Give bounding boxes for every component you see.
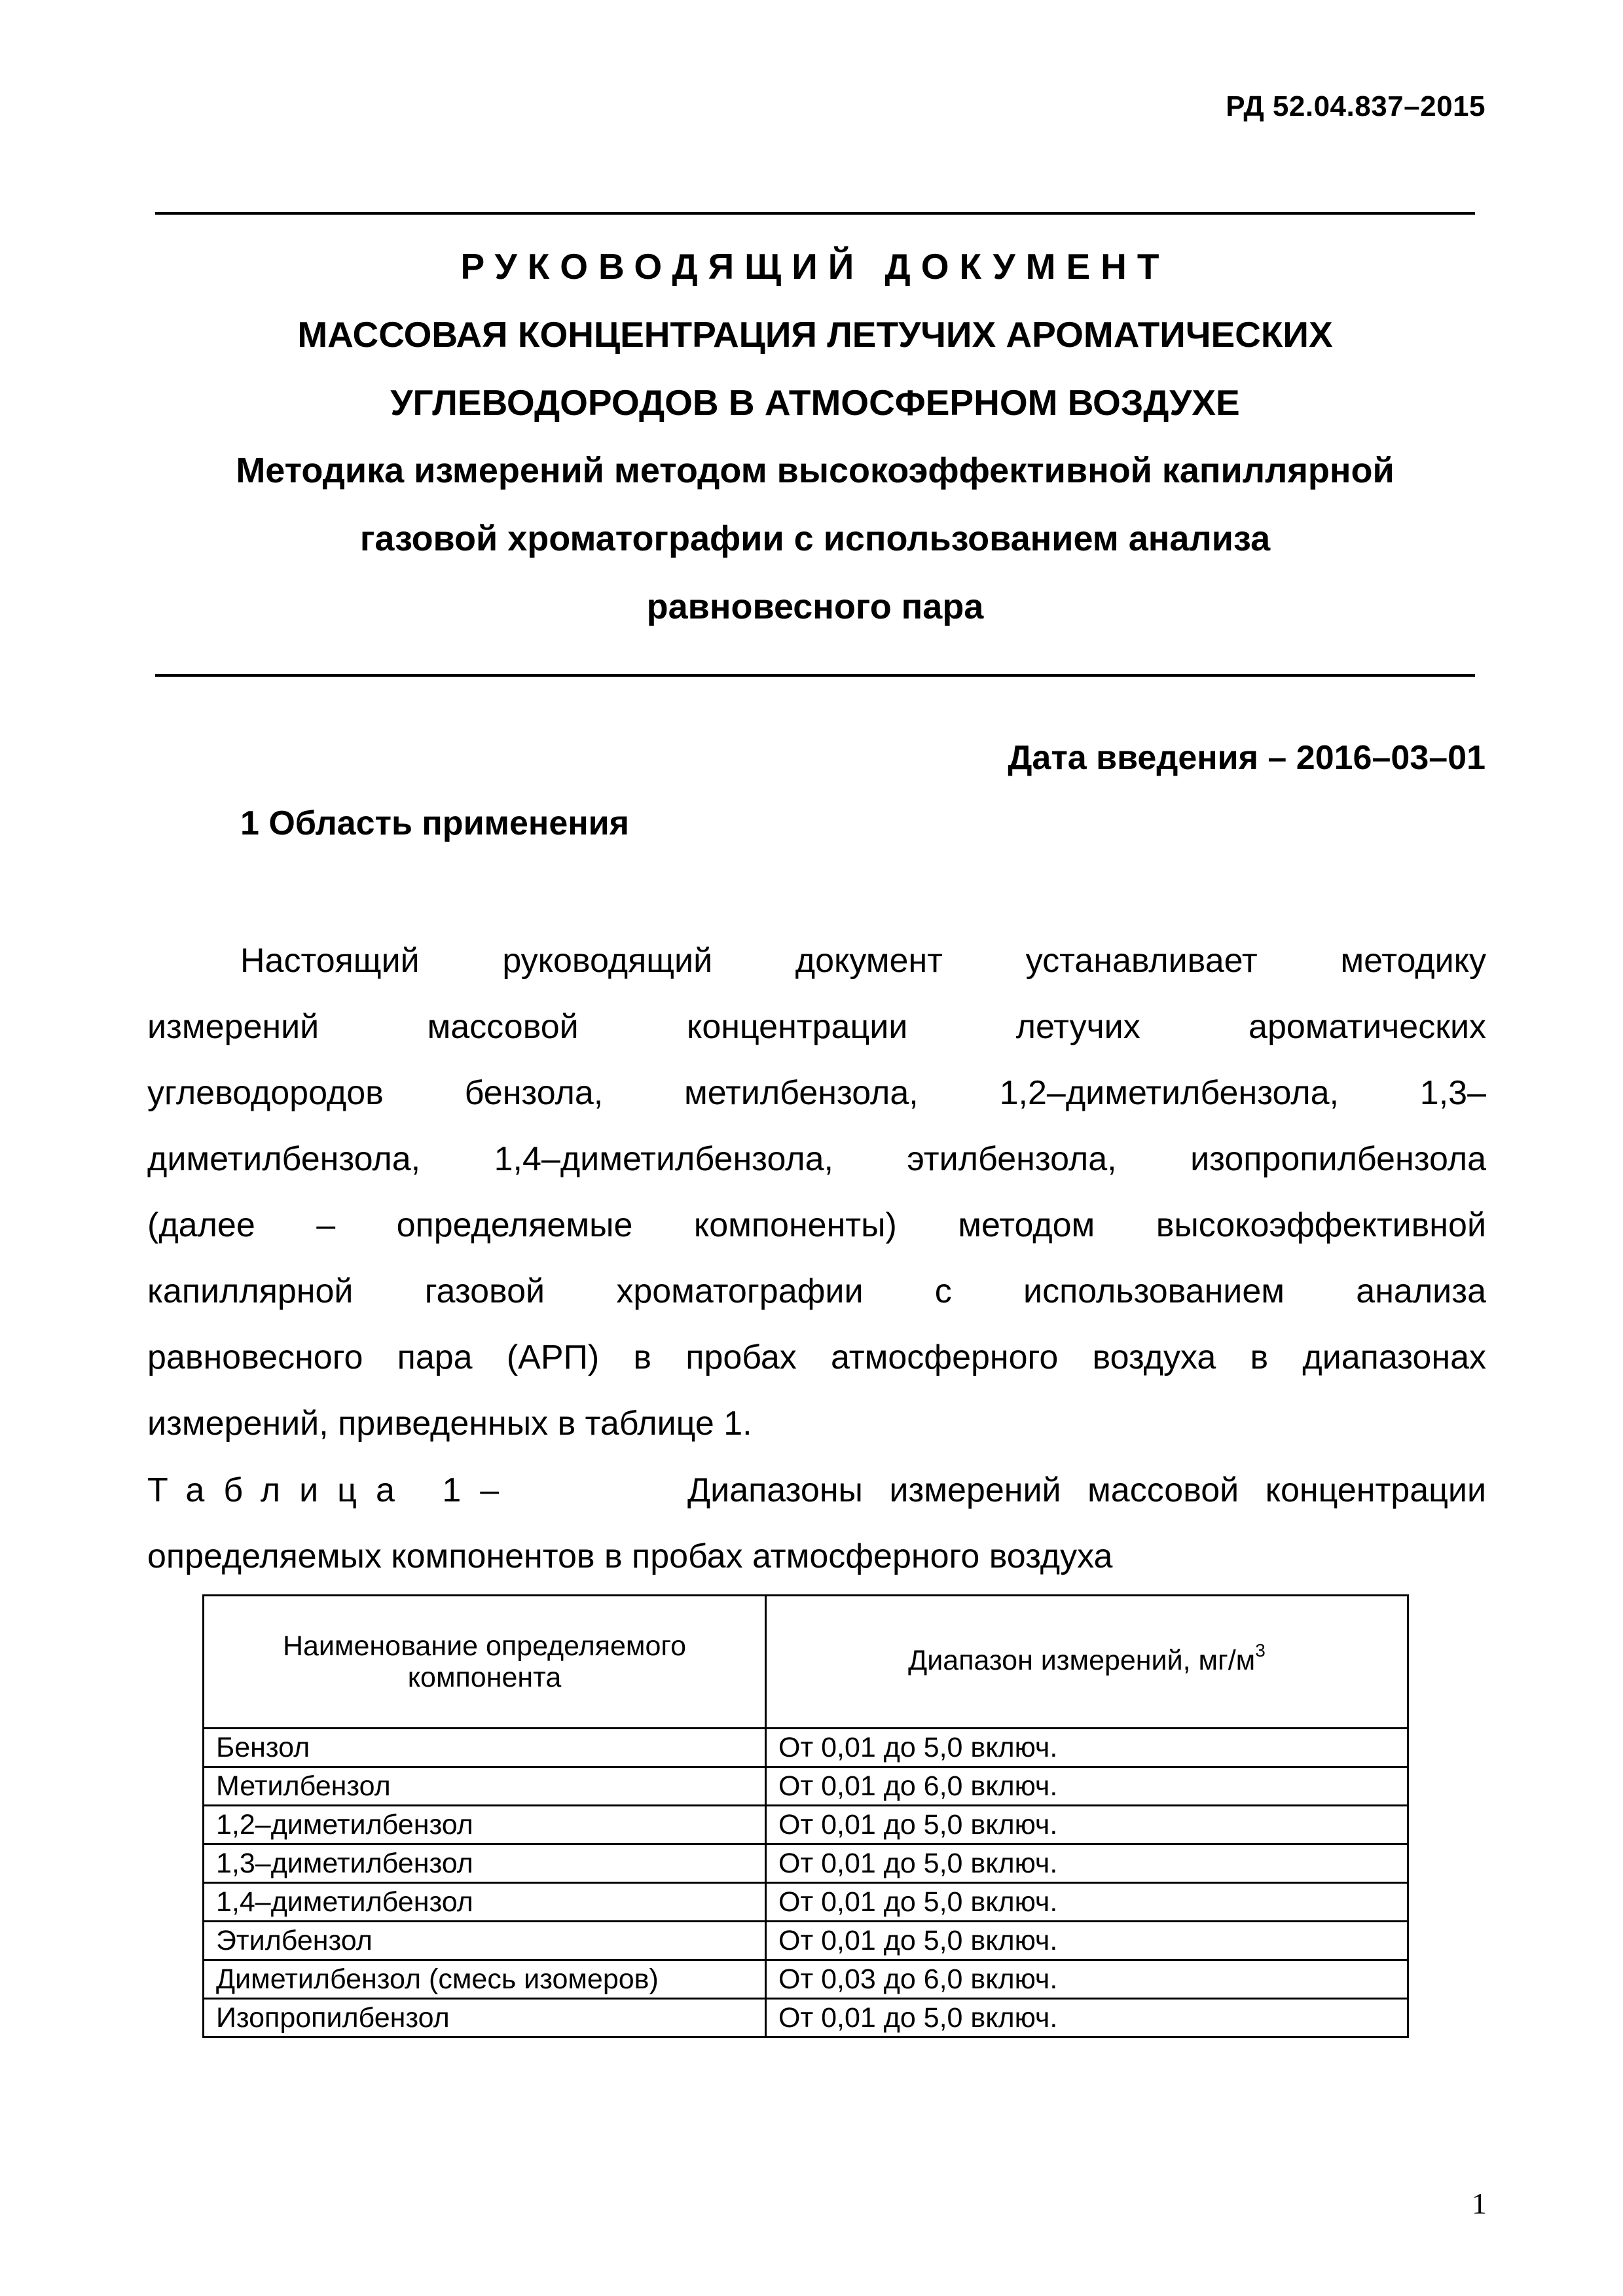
component-name-cell: Изопропилбензол — [204, 1999, 766, 2037]
table-caption-line-1 — [147, 1458, 1486, 1524]
table-row — [204, 1999, 1408, 2037]
subtitle-line-3: равновесного пара — [646, 587, 984, 626]
paragraph-line: углеводородов бензола, метилбензола, 1,2–диметилбензола, 1,3– — [147, 1074, 1486, 1112]
table-row — [204, 1922, 1408, 1960]
superscript-3: 3 — [1255, 1640, 1266, 1660]
table-header-row — [204, 1596, 1408, 1729]
range-cell: От 0,01 до 5,0 включ. — [766, 1806, 1408, 1844]
table-row — [204, 1806, 1408, 1844]
main-title-line-2: УГЛЕВОДОРОДОВ В АТМОСФЕРНОМ ВОЗДУХЕ — [390, 382, 1240, 423]
introduction-date: Дата введения – 2016–03–01 — [1008, 739, 1486, 777]
column-header-range: Диапазон измерений, $мг/м^3$ — [766, 1596, 1408, 1729]
table-caption-line-2: определяемых компонентов в пробах атмосферного воздуха — [147, 1537, 1113, 1575]
range-cell: От 0,01 до 5,0 включ. — [766, 1729, 1408, 1767]
paragraph-line: измерений массовой концентрации летучих ароматических — [147, 1008, 1486, 1046]
table-row — [204, 1844, 1408, 1883]
main-title-line-1: МАССОВАЯ КОНЦЕНТРАЦИЯ ЛЕТУЧИХ АРОМАТИЧЕСКИХ — [297, 314, 1333, 355]
paragraph-line: равновесного пара (АРП) в пробах атмосферного воздуха в диапазонах — [147, 1338, 1486, 1376]
range-cell: От 0,01 до 5,0 включ. — [766, 1844, 1408, 1883]
caption-text: Диапазоны измерений массовой концентрации — [687, 1471, 1486, 1509]
measurement-ranges-table — [202, 1594, 1409, 2038]
caption-dash: – — [480, 1471, 500, 1509]
component-name-cell: Этилбензол — [204, 1922, 766, 1960]
table-row — [204, 1729, 1408, 1767]
range-cell: От 0,01 до 5,0 включ. — [766, 1999, 1408, 2037]
table-row — [204, 1767, 1408, 1806]
title-block — [155, 232, 1475, 641]
paragraph-line: капиллярной газовой хроматографии с использованием анализа — [147, 1272, 1486, 1310]
component-name-cell: Метилбензол — [204, 1767, 766, 1806]
section-heading: 1 Область применения — [240, 804, 629, 842]
page-number: 1 — [1472, 2187, 1487, 2220]
paragraph-line: измерений, приведенных в таблице 1. — [147, 1405, 752, 1443]
component-name-cell: 1,4–диметилбензол — [204, 1883, 766, 1922]
paragraph-line: (далее – определяемые компоненты) методом высокоэффективной — [147, 1206, 1486, 1244]
title-top-rule — [155, 212, 1475, 215]
component-name-cell: Бензол — [204, 1729, 766, 1767]
subtitle-line-2: газовой хроматографии с использованием анализа — [359, 519, 1271, 558]
range-cell: От 0,01 до 5,0 включ. — [766, 1922, 1408, 1960]
range-cell: От 0,01 до 6,0 включ. — [766, 1767, 1408, 1806]
document-code: РД 52.04.837–2015 — [1226, 90, 1486, 122]
scope-paragraph — [147, 928, 1486, 1457]
document-type-title: РУКОВОДЯЩИЙ ДОКУМЕНТ — [460, 246, 1170, 287]
table-caption — [147, 1458, 1486, 1590]
table-row — [204, 1883, 1408, 1922]
subtitle-line-1: Методика измерений методом высокоэффективной капиллярной — [236, 451, 1395, 490]
title-bottom-rule — [155, 674, 1475, 677]
paragraph-line: Настоящий руководящий документ устанавливает методику — [240, 942, 1486, 980]
paragraph-line: диметилбензола, 1,4–диметилбензола, этилбензола, изопропилбензола — [147, 1140, 1486, 1178]
table-label: Таблица 1 — [147, 1471, 481, 1509]
table-row — [204, 1960, 1408, 1999]
component-name-cell: 1,2–диметилбензол — [204, 1806, 766, 1844]
component-name-cell: Диметилбензол (смесь изомеров) — [204, 1960, 766, 1999]
component-name-cell: 1,3–диметилбензол — [204, 1844, 766, 1883]
range-cell: От 0,01 до 5,0 включ. — [766, 1883, 1408, 1922]
range-cell: От 0,03 до 6,0 включ. — [766, 1960, 1408, 1999]
column-header-component: Наименование определяемого компонента — [204, 1596, 766, 1729]
